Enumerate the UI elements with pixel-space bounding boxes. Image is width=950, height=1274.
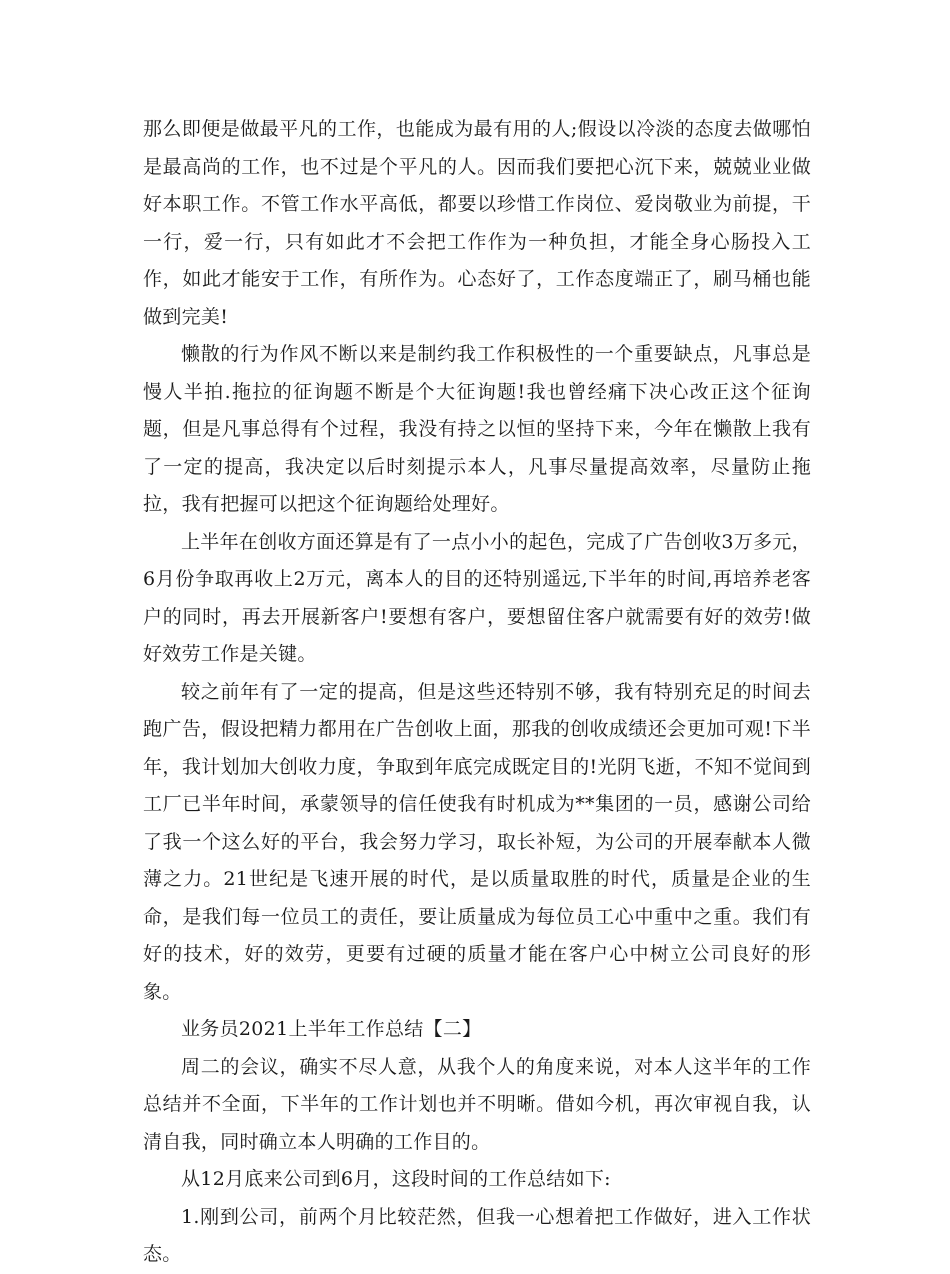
document-body (143, 111, 811, 1274)
paragraph-summary-intro: 从12月底来公司到6月，这段时间的工作总结如下: (181, 1168, 611, 1190)
paragraph-revenue: 上半年在创收方面还算是有了一点小小的起色，完成了广告创收3万多元，6月份争取再收上2万元，离本人的目的还特别遥远,下半年的时间,再培养老客户的同时，再去开展新客户!要想有客户，要想留住客户就需要有好的效劳!做好效劳工作是关键。 (143, 530, 811, 665)
paragraph-laziness: 懒散的行为作风不断以来是制约我工作积极性的一个重要缺点，凡事总是慢人半拍.拖拉的征询题不断是个大征询题!我也曾经痛下决心改正这个征询题，但是凡事总得有个过程，我没有持之以恒的坚持下来，今年在懒散上我有了一定的提高，我决定以后时刻提示本人，凡事尽量提高效率，尽量防止拖拉，我有把握可以把这个征询题给处理好。 (143, 343, 811, 515)
list-item-1: 1.刚到公司，前两个月比较茫然，但我一心想着把工作做好，进入工作状态。 (143, 1205, 811, 1265)
paragraph-meeting: 周二的会议，确实不尽人意，从我个人的角度来说，对本人这半年的工作总结并不全面，下半年的工作计划也并不明晰。借如今机，再次审视自我，认清自我，同时确立本人明确的工作目的。 (143, 1055, 811, 1153)
paragraph-improvement: 较之前年有了一定的提高，但是这些还特别不够，我有特别充足的时间去跑广告，假设把精力都用在广告创收上面，那我的创收成绩还会更加可观!下半年，我计划加大创收力度，争取到年底完成既定目的!光阴飞逝，不知不觉间到工厂已半年时间，承蒙领导的信任使我有时机成为**集团的一员，感谢公司给了我一个这么好的平台，我会努力学习，取长补短，为公司的开展奉献本人微薄之力。21世纪是飞速开展的时代，是以质量取胜的时代，质量是企业的生命，是我们每一位员工的责任，要让质量成为每位员工心中重中之重。我们有好的技术，好的效劳，更要有过硬的质量才能在客户心中树立公司良好的形象。 (143, 680, 811, 1003)
paragraph-continuation: 那么即便是做最平凡的工作，也能成为最有用的人;假设以冷淡的态度去做哪怕是最高尚的工作，也不过是个平凡的人。因而我们要把心沉下来，兢兢业业做好本职工作。不管工作水平高低，都要以珍惜工作岗位、爱岗敬业为前提，干一行，爱一行，只有如此才不会把工作作为一种负担，才能全身心肠投入工作，如此才能安于工作，有所作为。心态好了，工作态度端正了，刷马桶也能做到完美! (143, 118, 811, 328)
section-heading: 业务员2021上半年工作总结【二】 (181, 1018, 482, 1040)
